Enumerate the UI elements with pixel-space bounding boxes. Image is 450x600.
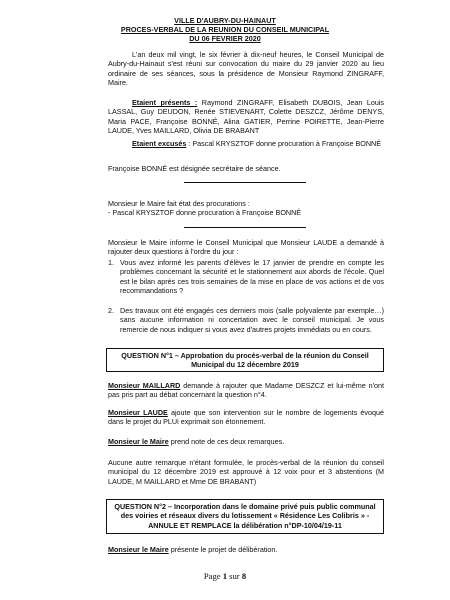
procurations-line2: - Pascal KRYSZTOF donne procuration à Françoise BONNÉ	[108, 208, 302, 217]
list-item	[108, 306, 384, 334]
secretaire-paragraph: Françoise BONNÉ est désignée secrétaire de séance.	[108, 164, 281, 173]
page-footer	[0, 572, 450, 581]
procurations-line1: Monsieur le Maire fait état des procurations :	[108, 199, 250, 208]
approval-paragraph: Aucune autre remarque n'étant formulée, le procès-verbal de la réunion du conseil municipal du 12 décembre 2019 est approuvé à 12 voix pour et 3 abstentions (M LAUDE, M MAILLARD et Mme DE BRABANT)	[108, 458, 384, 486]
footer-page-total: 8	[241, 571, 247, 581]
excuses-text: : Pascal KRYSZTOF donne procuration à Françoise BONNÉ	[186, 139, 382, 148]
excuses-label: Etaient excusés	[132, 139, 187, 148]
list-item-text: Vous avez informé les parents d'élèves le 17 janvier de prendre en compte les problèmes concernant la sécurité et le stationnement aux abords de l'école. Quel est le bilan après ces trois semaines de la mise en place de vos actions et de vos recommandations ?	[120, 258, 384, 296]
maillard-paragraph	[108, 381, 384, 400]
maire-paragraph-1	[108, 437, 384, 446]
maillard-text: demande à rajouter que Madame DESZCZ et lui-même n'ont pas pris part au débat concernant la question n°4.	[108, 381, 384, 400]
maire-label-1: Monsieur le Maire	[108, 437, 169, 446]
list-item-number: 1.	[108, 258, 114, 267]
question-2-box: QUESTION N°2 – Incorporation dans le domaine privé puis public communal des voiries et réseaux divers du lotissement « Résidence Les Colibris » - ANNULE ET REMPLACE la délibération n°DP-10/04/19-11	[106, 499, 384, 534]
questions-intro: Monsieur le Maire informe le Conseil Municipal que Monsieur LAUDE a demandé à rajouter deux questions à l'ordre du jour :	[108, 238, 384, 257]
footer-prefix: Page	[203, 571, 223, 581]
maillard-label: Monsieur MAILLARD	[108, 381, 181, 390]
footer-separator: sur	[227, 571, 242, 581]
maire-label-2: Monsieur le Maire	[108, 545, 169, 554]
laude-text: ajoute que son intervention sur le nombre de logements évoqué dans le projet du PLUi exprimait son étonnement.	[108, 408, 384, 427]
separator-line	[184, 227, 306, 228]
header-town: VILLE D'AUBRY-DU-HAINAUT	[174, 16, 276, 25]
footer-page-number: 1	[222, 571, 228, 581]
separator-line	[184, 182, 306, 183]
list-item-number: 2.	[108, 306, 114, 315]
maire-paragraph-2	[108, 545, 384, 554]
question-1-box: QUESTION N°1 – Approbation du procès-verbal de la réunion du Conseil Municipal du 12 décembre 2019	[106, 348, 384, 372]
list-item	[108, 258, 384, 296]
presents-text: Raymond ZINGRAFF, Elisabeth DUBOIS, Jean Louis LASSAL, Guy DEUDON, Renée STIEVENART, Colette DESZCZ, Jérôme DENYS, Maria PACE, Françoise BONNÉ, Alina GATIER, Perrine POIRETTE, Jean-Pierre LAUDE, Yves MAILLARD, Olivia DE BRABANT	[108, 98, 385, 136]
laude-paragraph	[108, 408, 384, 427]
maire-text-1: prend note de ces deux remarques.	[168, 437, 285, 446]
presents-label: Etaient présents :	[132, 98, 198, 107]
intro-paragraph: L'an deux mil vingt, le six février à dix-neuf heures, le Conseil Municipal de Aubry-du-Hainaut s'est réuni sur convocation du maire du 29 janvier 2020 au lieu ordinaire de ses séances, sous la présidence de Monsieur Raymond ZINGRAFF, Maire.	[108, 50, 384, 88]
maire-text-2: présente le projet de délibération.	[168, 545, 278, 554]
header-date: DU 06 FEVRIER 2020	[189, 34, 261, 43]
laude-label: Monsieur LAUDE	[108, 408, 168, 417]
list-item-text: Des travaux ont été engagés ces derniers mois (salle polyvalente par exemple…) sans aucune information ni concertation avec le conseil municipal. Je vous remercie de nous indiquer si vous avez d'autres projets immédiats ou en cours.	[120, 306, 384, 334]
header-title: PROCES-VERBAL DE LA REUNION DU CONSEIL MUNICIPAL	[120, 25, 330, 34]
presents-paragraph	[108, 98, 384, 136]
excuses-paragraph	[108, 139, 384, 148]
